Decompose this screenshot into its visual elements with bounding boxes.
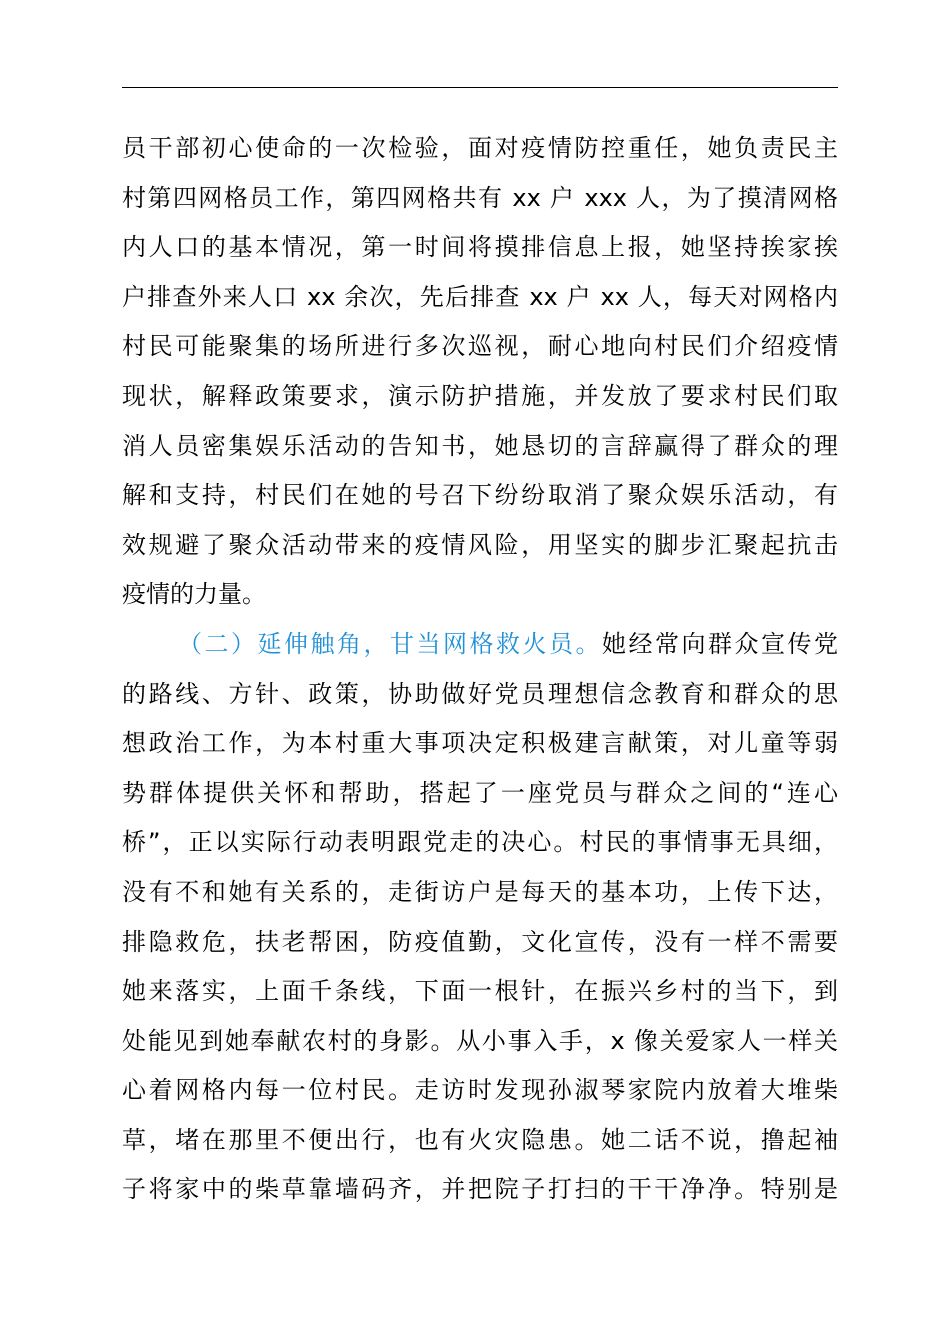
text-line: 心着网格内每一位村民。走访时发现孙淑琴家院内放着大堆柴	[122, 1076, 838, 1105]
text-line: 她来落实，上面千条线，下面一根针，在振兴乡村的当下，到	[122, 977, 838, 1006]
text-line: 处能见到她奉献农村的身影。从小事入手，x 像关爱家人一样关	[122, 1026, 838, 1055]
text-line: 子将家中的柴草靠墙码齐，并把院子打扫的干干净净。特别是	[122, 1175, 838, 1204]
text-line: 疫情的力量。	[122, 580, 266, 609]
text-line: 消人员密集娱乐活动的告知书，她恳切的言辞赢得了群众的理	[122, 431, 838, 460]
text-line: 桥”，正以实际行动表明跟党走的决心。村民的事情事无具细，	[122, 828, 838, 857]
text-line: 员干部初心使命的一次检验，面对疫情防控重任，她负责民主	[122, 134, 838, 162]
text-line: 户排查外来人口 xx 余次，先后排查 xx 户 xx 人，每天对网格内	[122, 282, 838, 311]
paragraph-1	[122, 124, 838, 620]
section-heading: （二）延伸触角，甘当网格救火员。	[178, 629, 602, 658]
document-body	[122, 124, 838, 1215]
text-line: 内人口的基本情况，第一时间将摸排信息上报，她坚持挨家挨	[122, 233, 838, 262]
text-line: 村民可能聚集的场所进行多次巡视，耐心地向村民们介绍疫情	[122, 332, 838, 361]
text-line: 现状，解释政策要求，演示防护措施，并发放了要求村民们取	[122, 381, 838, 410]
text-span: 她经常向群众宣传党	[602, 629, 838, 658]
text-line: 的路线、方针、政策，协助做好党员理想信念教育和群众的思	[122, 679, 838, 708]
text-line: 排隐救危，扶老帮困，防疫值勤，文化宣传，没有一样不需要	[122, 927, 838, 956]
text-line: 势群体提供关怀和帮助，搭起了一座党员与群众之间的“连心	[122, 778, 838, 807]
text-line: 效规避了聚众活动带来的疫情风险，用坚实的脚步汇聚起抗击	[122, 530, 838, 559]
paragraph-2-first-line	[122, 620, 838, 670]
text-line: 没有不和她有关系的，走街访户是每天的基本功，上传下达，	[122, 877, 838, 906]
text-line: 村第四网格员工作，第四网格共有 xx 户 xxx 人，为了摸清网格	[122, 183, 838, 212]
paragraph-2	[122, 620, 838, 1215]
text-line: 草，堵在那里不便出行，也有火灾隐患。她二话不说，撸起袖	[122, 1125, 838, 1154]
text-line: 想政治工作，为本村重大事项决定积极建言献策，对儿童等弱	[122, 729, 838, 758]
text-line: 解和支持，村民们在她的号召下纷纷取消了聚众娱乐活动，有	[122, 481, 838, 510]
header-rule	[122, 87, 838, 88]
